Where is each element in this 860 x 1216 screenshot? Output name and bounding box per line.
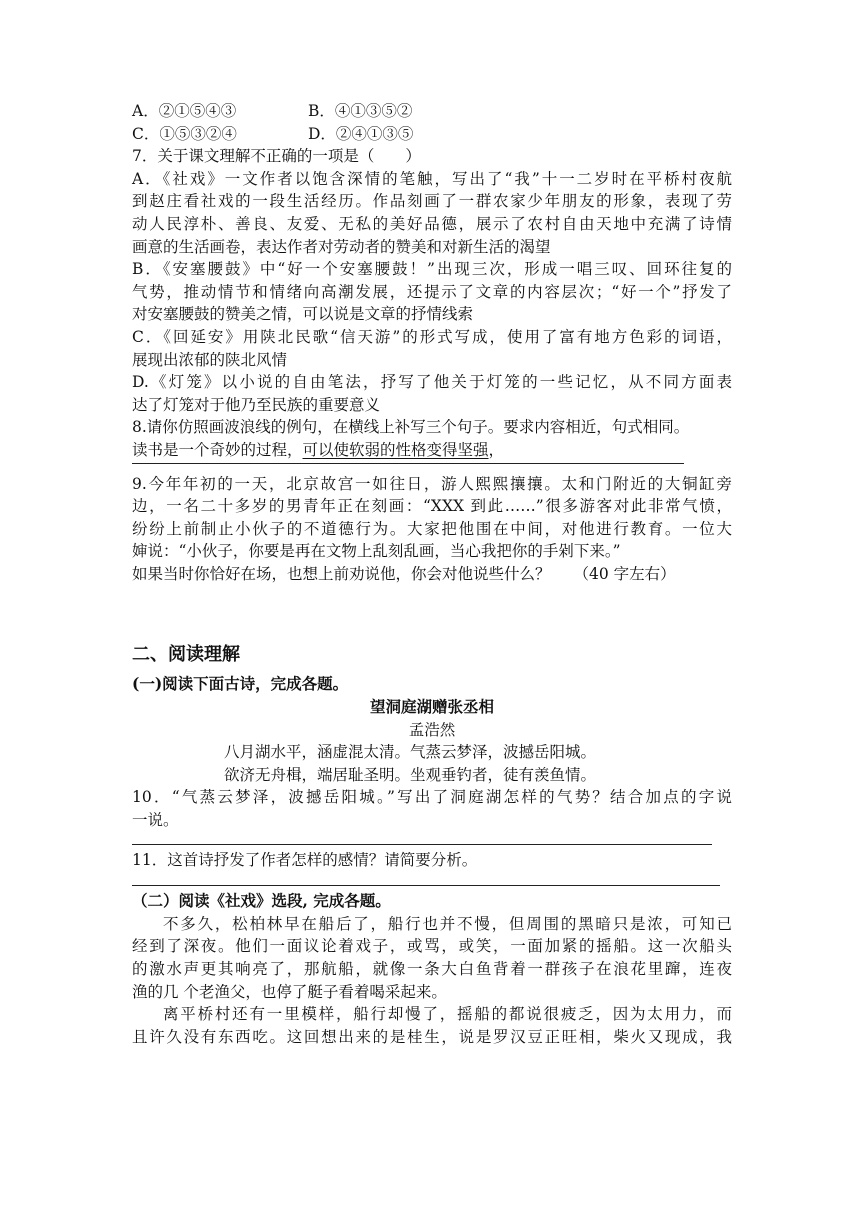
- document-page: [132, 100, 732, 1048]
- part2-heading: （二）阅读《社戏》选段, 完成各题。: [132, 891, 391, 911]
- text-line: C．《回延安》用陕北民歌“信天游”的形式写成，使用了富有地方色彩的词语，: [132, 327, 732, 346]
- q7-option-d: [132, 371, 732, 416]
- part1-heading: (一)阅读下面古诗，完成各题。: [132, 674, 349, 694]
- text-line: 不多久，松柏林早在船后了，船行也并不慢，但周围的黑暗只是浓，可知已: [163, 914, 732, 933]
- text-line: 离平桥村还有一里模样，船行却慢了，摇船的都说很疲乏，因为太用力，而: [163, 1005, 732, 1024]
- q8-example-underlined: 可以使软弱的性格变得坚强: [302, 440, 489, 459]
- text-line: 经到了深夜。他们一面议论着戏子，或骂，或笑，一面加紧的摇船。这一次船头: [132, 937, 732, 956]
- text-line: 渔的几 个老渔父，也停了艇子看着喝采起来。: [132, 982, 447, 1001]
- section-heading: 二、阅读理解: [132, 644, 240, 666]
- passage-paragraph-2: [132, 1003, 732, 1048]
- text-line: 气势，推动情节和情绪向高潮发展，还提示了文章的内容层次；“好一个”抒发了: [132, 282, 732, 301]
- text-line: 纷纷上前制止小伙子的不道德行为。大家把他围在中间，对他进行教育。一位大: [132, 519, 732, 538]
- q6-options-row-2: [132, 123, 732, 146]
- text-line: B．《安塞腰鼓》中“好一个安塞腰鼓！”出现三次，形成一唱三叹、回环往复的: [132, 260, 732, 279]
- text-line: 达了灯笼对于他乃至民族的重要意义: [132, 395, 381, 414]
- q7-stem: 7．关于课文理解不正确的一项是（ ）: [132, 147, 421, 166]
- q9-word-limit: （40 字左右）: [573, 564, 676, 583]
- q6-options-row-1: [132, 100, 732, 123]
- passage-paragraph-1: [132, 913, 732, 1003]
- text-line: 画意的生活画卷，表达作者对劳动者的赞美和对新生活的渴望: [132, 237, 551, 256]
- poem-line: 欲济无舟楫，端居耻圣明。坐观垂钓者，徒有羡鱼情。: [224, 765, 597, 784]
- text-line: A．《社戏》一文作者以饱含深情的笔触，写出了“我”十一二岁时在平桥村夜航: [132, 169, 732, 188]
- q8-example-suffix: ，: [488, 440, 505, 459]
- q11-answer-line[interactable]: [132, 885, 720, 886]
- q10-answer-line[interactable]: [132, 844, 712, 845]
- q6-option-d: D．②④①③⑤: [308, 124, 414, 143]
- q11-question: 11．这首诗抒发了作者怎样的感情？请简要分析。: [132, 850, 478, 869]
- text-line: 婶说：“小伙子，你要是再在文物上乱刻乱画，当心我把你的手剁下来。”: [132, 542, 621, 561]
- q7-option-a: [132, 168, 732, 258]
- poem-author: 孟浩然: [408, 720, 456, 739]
- q9-question-text: 如果当时你恰好在场，也想上前劝说他，你会对他说些什么？: [132, 564, 551, 583]
- q10-line-1: 10．“气蒸云梦泽，波撼岳阳城。”写出了洞庭湖怎样的气势？结合加点的字说: [132, 788, 732, 807]
- text-line: 边，一名二十多岁的男青年正在刻画：“XXX 到此……”很多游客对此非常气愤，: [132, 497, 732, 516]
- text-line: D.《灯笼》以小说的自由笔法，抒写了他关于灯笼的一些记忆，从不同方面表: [132, 373, 732, 392]
- text-line: 到赵庄看社戏的一段生活经历。作品刻画了一群农家少年朋友的形象，表现了劳: [132, 192, 732, 211]
- q6-option-a: A．②①⑤④③: [132, 102, 237, 120]
- q6-option-b: B．④①③⑤②: [308, 102, 413, 120]
- q7-option-b: [132, 258, 732, 326]
- q8-answer-line[interactable]: [132, 463, 684, 464]
- text-line: 对安塞腰鼓的赞美之情，可以说是文章的抒情线索: [132, 305, 474, 324]
- q8-stem: 8.请你仿照画波浪线的例句，在横线上补写三个句子。要求内容相近，句式相同。: [132, 418, 690, 437]
- q9-block: [132, 473, 732, 586]
- q10-line-2: 一说。: [132, 811, 179, 830]
- poem-title: 望洞庭湖赠张丞相: [369, 697, 494, 717]
- poem-line: 八月湖水平，涵虚混太清。气蒸云梦泽，波撼岳阳城。: [224, 743, 597, 762]
- text-line: 9.今年年初的一天，北京故宫一如往日，游人熙熙攘攘。太和门附近的大铜缸旁: [132, 474, 732, 493]
- q6-option-c: C．①⑤③②④: [132, 124, 237, 143]
- q8-example-prefix: 读书是一个奇妙的过程，: [132, 440, 303, 459]
- text-line: 展现出浓郁的陕北风情: [132, 350, 288, 369]
- q7-option-c: [132, 326, 732, 371]
- text-line: 的激水声更其响亮了，那航船，就像一条大白鱼背着一群孩子在浪花里蹿，连夜: [132, 960, 732, 978]
- text-line: 且许久没有东西吃。这回想出来的是桂生，说是罗汉豆正旺相，柴火又现成，我: [132, 1027, 732, 1046]
- text-line: 动人民淳朴、善良、友爱、无私的美好品德，展示了农村自由天地中充满了诗情: [132, 214, 732, 233]
- q9-question: [132, 563, 732, 586]
- q8-example: [132, 439, 732, 462]
